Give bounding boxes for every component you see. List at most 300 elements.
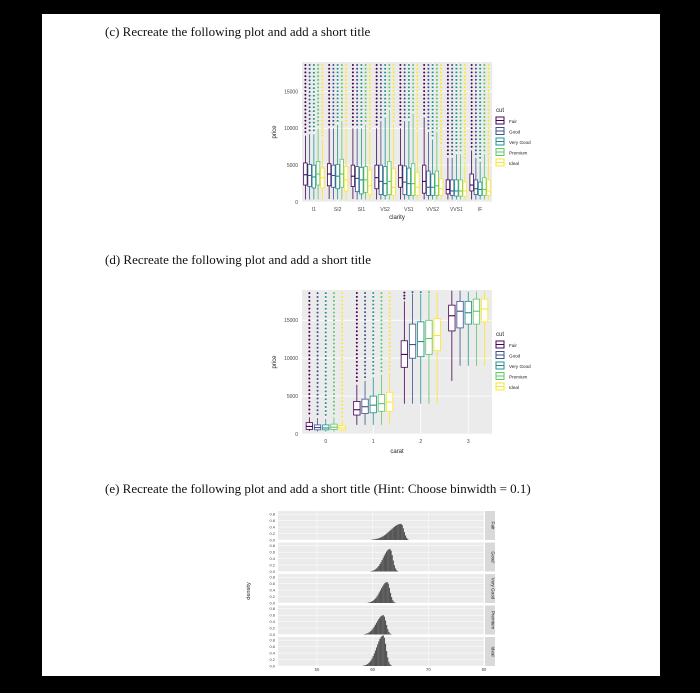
outlier-point — [388, 90, 390, 92]
outlier-point — [479, 79, 481, 81]
histogram-bar — [377, 539, 378, 540]
outlier-point — [455, 83, 457, 85]
outlier-point — [364, 304, 366, 306]
outlier-point — [447, 109, 449, 111]
y-tick-label: 0.6 — [269, 581, 275, 587]
outlier-point — [341, 400, 343, 402]
outlier-point — [388, 105, 390, 107]
outlier-point — [345, 79, 347, 81]
outlier-point — [427, 120, 429, 122]
histogram-bar — [365, 634, 366, 635]
outlier-point — [389, 304, 391, 306]
outlier-point — [460, 138, 462, 140]
outlier-point — [364, 342, 366, 344]
outlier-point — [388, 101, 390, 103]
outlier-point — [372, 319, 374, 321]
outlier-point — [408, 79, 410, 81]
outlier-point — [380, 68, 382, 70]
outlier-point — [389, 353, 391, 355]
histogram-bar — [375, 569, 376, 571]
outlier-point — [479, 149, 481, 151]
outlier-point — [464, 149, 466, 151]
x-tick-label: SI1 — [357, 207, 366, 213]
outlier-point — [436, 68, 438, 70]
outlier-point — [369, 90, 371, 92]
outlier-point — [393, 101, 395, 103]
outlier-point — [447, 123, 449, 125]
outlier-point — [341, 412, 343, 414]
outlier-point — [384, 113, 386, 115]
outlier-point — [352, 112, 354, 114]
outlier-point — [356, 315, 358, 317]
outlier-point — [464, 75, 466, 77]
outlier-point — [308, 354, 310, 356]
outlier-point — [356, 109, 358, 111]
outlier-point — [380, 351, 382, 353]
outlier-point — [313, 99, 315, 101]
outlier-point — [356, 338, 358, 340]
y-tick-label: 0.6 — [269, 612, 275, 618]
outlier-point — [317, 339, 319, 341]
y-tick-label: 15000 — [284, 318, 298, 325]
outlier-point — [380, 71, 382, 73]
outlier-point — [440, 131, 442, 133]
y-tick-label: 0.0 — [269, 600, 275, 606]
outlier-point — [308, 374, 310, 376]
outlier-point — [488, 146, 490, 148]
outlier-point — [356, 71, 358, 73]
outlier-point — [376, 105, 378, 107]
facet-fair — [269, 511, 495, 543]
outlier-point — [332, 120, 334, 122]
outlier-point — [455, 68, 457, 70]
outlier-point — [432, 90, 434, 92]
histogram-bar — [370, 660, 371, 666]
outlier-point — [432, 105, 434, 107]
outlier-point — [365, 68, 367, 70]
outlier-point — [356, 101, 358, 103]
outlier-point — [464, 90, 466, 92]
outlier-point — [464, 68, 466, 70]
outlier-point — [325, 355, 327, 357]
outlier-point — [341, 75, 343, 77]
outlier-point — [399, 109, 401, 111]
outlier-point — [408, 75, 410, 77]
outlier-point — [455, 79, 457, 81]
y-tick-label: 0.0 — [269, 569, 275, 574]
outlier-point — [365, 83, 367, 85]
histogram-bar — [378, 594, 379, 603]
outlier-point — [317, 382, 319, 384]
outlier-point — [479, 123, 481, 125]
outlier-point — [447, 112, 449, 114]
outlier-point — [393, 86, 395, 88]
y-tick-label: 0.4 — [269, 556, 275, 562]
outlier-point — [333, 385, 335, 387]
outlier-point — [369, 105, 371, 107]
outlier-point — [317, 335, 319, 337]
outlier-point — [447, 101, 449, 103]
outlier-point — [412, 98, 414, 100]
outlier-point — [364, 361, 366, 363]
outlier-point — [483, 105, 485, 107]
histogram-bar — [383, 585, 384, 603]
outlier-point — [333, 393, 335, 395]
outlier-point — [313, 102, 315, 104]
outlier-point — [364, 368, 366, 370]
outlier-point — [471, 75, 473, 77]
outlier-point — [464, 157, 466, 159]
box-body — [304, 163, 307, 185]
outlier-point — [393, 68, 395, 70]
histogram-bar — [389, 664, 390, 666]
outlier-point — [423, 68, 425, 70]
outlier-point — [389, 300, 391, 302]
outlier-point — [475, 135, 477, 137]
outlier-point — [321, 127, 323, 129]
outlier-point — [399, 90, 401, 92]
outlier-point — [447, 142, 449, 144]
outlier-point — [352, 94, 354, 96]
outlier-point — [325, 371, 327, 373]
outlier-point — [369, 83, 371, 85]
outlier-point — [321, 68, 323, 70]
outlier-point — [483, 109, 485, 111]
histogram-bar — [389, 588, 390, 603]
outlier-point — [399, 112, 401, 114]
outlier-point — [372, 372, 374, 374]
y-tick-label: 0.6 — [269, 518, 275, 524]
outlier-point — [447, 97, 449, 99]
outlier-point — [471, 131, 473, 133]
outlier-point — [352, 79, 354, 81]
x-tick-label: VVS2 — [426, 207, 440, 213]
outlier-point — [317, 292, 319, 294]
outlier-point — [384, 86, 386, 88]
outlier-point — [416, 94, 418, 96]
outlier-point — [479, 127, 481, 129]
outlier-point — [412, 64, 414, 66]
outlier-point — [380, 292, 382, 294]
y-tick-label: 0.2 — [269, 657, 275, 663]
outlier-point — [464, 71, 466, 73]
outlier-point — [483, 86, 485, 88]
outlier-point — [447, 86, 449, 88]
outlier-point — [345, 109, 347, 111]
outlier-point — [372, 300, 374, 302]
outlier-point — [317, 351, 319, 353]
outlier-point — [317, 316, 319, 318]
outlier-point — [423, 90, 425, 92]
outlier-point — [337, 112, 339, 114]
y-tick-label: 0.8 — [269, 511, 275, 517]
outlier-point — [376, 94, 378, 96]
histogram-bar — [385, 553, 386, 571]
legend-label: Ideal — [509, 385, 519, 390]
outlier-point — [317, 308, 319, 310]
outlier-point — [436, 90, 438, 92]
histogram-bar — [397, 525, 398, 540]
outlier-point — [479, 146, 481, 148]
outlier-point — [372, 346, 374, 348]
outlier-point — [451, 142, 453, 144]
outlier-point — [372, 304, 374, 306]
outlier-point — [464, 101, 466, 103]
outlier-point — [393, 120, 395, 122]
outlier-point — [308, 343, 310, 345]
box-body — [344, 167, 347, 191]
histogram-bar — [379, 617, 380, 634]
outlier-point — [352, 75, 354, 77]
outlier-point — [364, 330, 366, 332]
outlier-point — [309, 76, 311, 78]
outlier-point — [389, 346, 391, 348]
histogram-bar — [375, 598, 376, 603]
outlier-point — [384, 109, 386, 111]
outlier-point — [436, 75, 438, 77]
outlier-point — [328, 101, 330, 103]
outlier-point — [475, 83, 477, 85]
outlier-point — [317, 101, 319, 103]
y-tick-label: 0.4 — [269, 619, 275, 625]
histogram-bar — [380, 590, 381, 603]
outlier-point — [475, 101, 477, 103]
box-body — [340, 159, 343, 187]
outlier-point — [333, 412, 335, 414]
y-tick-label: 0.0 — [269, 632, 275, 637]
outlier-point — [369, 97, 371, 99]
outlier-point — [313, 91, 315, 93]
histogram-bar — [393, 561, 394, 572]
outlier-point — [483, 142, 485, 144]
x-tick-label: VS1 — [404, 207, 414, 213]
outlier-point — [325, 327, 327, 329]
outlier-point — [356, 86, 358, 88]
histogram-bar — [374, 627, 375, 635]
x-tick-label: 0 — [324, 439, 328, 445]
outlier-point — [356, 346, 358, 348]
outlier-point — [304, 90, 306, 92]
histogram-bar — [387, 629, 388, 634]
outlier-point — [308, 409, 310, 411]
outlier-point — [369, 109, 371, 111]
outlier-point — [333, 354, 335, 356]
outlier-point — [360, 105, 362, 107]
outlier-point — [308, 300, 310, 302]
outlier-point — [308, 366, 310, 368]
outlier-point — [308, 292, 310, 294]
outlier-point — [356, 353, 358, 355]
outlier-point — [328, 124, 330, 126]
box-body — [332, 165, 335, 187]
outlier-point — [333, 292, 335, 294]
outlier-point — [341, 311, 343, 313]
outlier-point — [376, 116, 378, 118]
outlier-point — [317, 343, 319, 345]
outlier-point — [384, 71, 386, 73]
outlier-point — [380, 335, 382, 337]
outlier-point — [380, 98, 382, 100]
histogram-bar — [379, 564, 380, 571]
outlier-point — [483, 146, 485, 148]
outlier-point — [380, 86, 382, 88]
legend-key-premium — [496, 149, 528, 156]
outlier-point — [333, 350, 335, 352]
outlier-point — [380, 94, 382, 96]
outlier-point — [372, 342, 374, 344]
outlier-point — [393, 116, 395, 118]
outlier-point — [488, 135, 490, 137]
x-tick-label: 60 — [370, 667, 375, 672]
outlier-point — [447, 94, 449, 96]
outlier-point — [464, 142, 466, 144]
histogram-bar — [378, 538, 379, 540]
outlier-point — [380, 300, 382, 302]
outlier-point — [321, 105, 323, 107]
outlier-point — [384, 75, 386, 77]
outlier-point — [309, 68, 311, 70]
outlier-point — [380, 319, 382, 321]
outlier-point — [475, 71, 477, 73]
histogram-bar — [382, 537, 383, 540]
outlier-point — [471, 120, 473, 122]
outlier-point — [332, 64, 334, 66]
outlier-point — [436, 120, 438, 122]
outlier-point — [356, 361, 358, 363]
x-tick-label: 50 — [314, 667, 320, 672]
outlier-point — [471, 142, 473, 144]
outlier-point — [471, 127, 473, 129]
outlier-point — [447, 79, 449, 81]
outlier-point — [416, 101, 418, 103]
outlier-point — [393, 71, 395, 73]
outlier-point — [352, 101, 354, 103]
facet-strip-label: Ideal — [490, 646, 496, 657]
outlier-point — [416, 90, 418, 92]
box-body — [383, 167, 386, 196]
outlier-point — [380, 101, 382, 103]
outlier-point — [309, 91, 311, 93]
histogram-bar — [364, 665, 365, 666]
outlier-point — [399, 86, 401, 88]
outlier-point — [341, 68, 343, 70]
box-body — [407, 168, 410, 195]
outlier-point — [341, 323, 343, 325]
outlier-point — [404, 71, 406, 73]
outlier-point — [308, 339, 310, 341]
outlier-point — [464, 64, 466, 66]
outlier-point — [369, 101, 371, 103]
outlier-point — [360, 83, 362, 85]
outlier-point — [460, 123, 462, 125]
facet-panel — [278, 511, 484, 540]
outlier-point — [432, 116, 434, 118]
outlier-point — [376, 86, 378, 88]
outlier-point — [471, 105, 473, 107]
outlier-point — [432, 135, 434, 137]
outlier-point — [376, 64, 378, 66]
outlier-point — [369, 116, 371, 118]
outlier-point — [304, 120, 306, 122]
outlier-point — [475, 94, 477, 96]
outlier-point — [313, 68, 315, 70]
outlier-point — [356, 90, 358, 92]
outlier-point — [364, 296, 366, 298]
outlier-point — [488, 105, 490, 107]
outlier-point — [389, 330, 391, 332]
outlier-point — [451, 149, 453, 151]
outlier-point — [317, 94, 319, 96]
outlier-point — [440, 135, 442, 137]
outlier-point — [317, 116, 319, 118]
outlier-point — [337, 94, 339, 96]
outlier-point — [447, 83, 449, 85]
outlier-point — [341, 354, 343, 356]
outlier-point — [328, 64, 330, 66]
outlier-point — [309, 122, 311, 124]
outlier-point — [376, 112, 378, 114]
histogram-bar — [383, 615, 384, 634]
outlier-point — [389, 365, 391, 367]
x-tick-label: 1 — [371, 439, 375, 445]
paper-page — [42, 14, 660, 676]
outlier-point — [460, 112, 462, 114]
outlier-point — [345, 86, 347, 88]
outlier-point — [341, 331, 343, 333]
outlier-point — [313, 79, 315, 81]
outlier-point — [356, 124, 358, 126]
outlier-point — [408, 109, 410, 111]
outlier-point — [475, 90, 477, 92]
histogram-bar — [389, 531, 390, 540]
outlier-point — [427, 64, 429, 66]
outlier-point — [333, 319, 335, 321]
outlier-point — [308, 362, 310, 364]
outlier-point — [313, 87, 315, 89]
outlier-point — [460, 105, 462, 107]
legend-key-fair — [496, 117, 517, 124]
outlier-point — [352, 90, 354, 92]
outlier-point — [447, 138, 449, 140]
outlier-point — [488, 90, 490, 92]
outlier-point — [356, 342, 358, 344]
outlier-point — [341, 90, 343, 92]
outlier-point — [333, 323, 335, 325]
outlier-point — [380, 64, 382, 66]
legend-key-ideal — [496, 383, 519, 390]
outlier-point — [332, 68, 334, 70]
outlier-point — [455, 97, 457, 99]
outlier-point — [475, 64, 477, 66]
outlier-point — [325, 379, 327, 381]
outlier-point — [369, 64, 371, 66]
outlier-point — [337, 116, 339, 118]
outlier-point — [436, 83, 438, 85]
outlier-point — [404, 94, 406, 96]
histogram-bar — [392, 600, 393, 603]
outlier-point — [432, 94, 434, 96]
box-body — [427, 171, 430, 195]
x-tick-label: 70 — [425, 667, 431, 672]
outlier-point — [471, 83, 473, 85]
legend-label: Fair — [509, 119, 517, 124]
outlier-point — [403, 297, 405, 299]
outlier-point — [317, 120, 319, 122]
outlier-point — [356, 368, 358, 370]
histogram-bar — [373, 571, 374, 572]
box-body — [439, 178, 442, 195]
outlier-point — [372, 357, 374, 359]
